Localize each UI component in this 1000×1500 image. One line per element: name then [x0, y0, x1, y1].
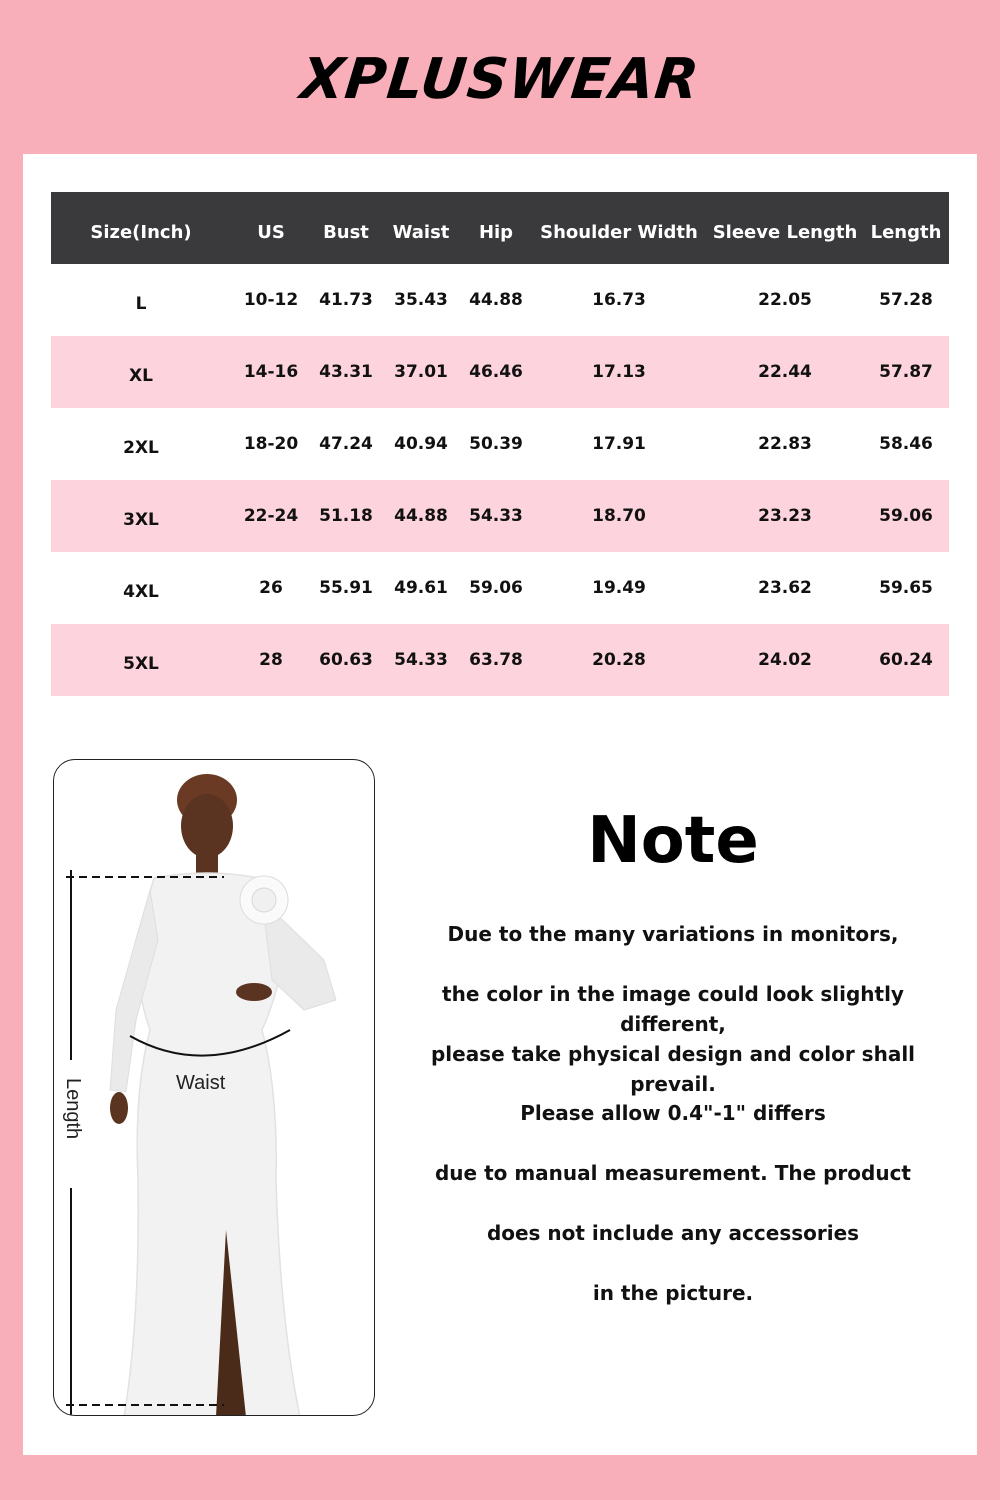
cell-shoulder: 17.91: [592, 434, 646, 454]
cell-bust: 51.18: [311, 480, 381, 552]
cell-bust: 47.24: [319, 434, 373, 454]
note-line: due to manual measurement. The product: [434, 1161, 911, 1186]
brand-logo: XPLUSWEAR: [297, 46, 703, 112]
cell-shoulder: 20.28: [531, 624, 707, 696]
cell-length: 58.46: [879, 434, 933, 454]
cell-length: 57.87: [863, 336, 949, 408]
header-us: US: [231, 192, 311, 264]
cell-waist: 35.43: [394, 290, 448, 310]
size-table: [51, 192, 949, 696]
cell-bust: 60.63: [311, 624, 381, 696]
table-row: [51, 408, 949, 480]
brand-header: [0, 44, 1000, 114]
cell-shoulder: 19.49: [592, 578, 646, 598]
table-row: [51, 552, 949, 624]
cell-sleeve: 22.44: [707, 336, 863, 408]
length-label: Length: [62, 1078, 84, 1140]
note-text: [393, 919, 953, 1338]
cell-bust: 43.31: [311, 336, 381, 408]
cell-hip: 54.33: [461, 480, 531, 552]
header-hip: Hip: [461, 192, 531, 264]
waist-label: Waist: [176, 1072, 226, 1094]
table-header-row: [51, 192, 949, 264]
cell-us: 14-16: [231, 336, 311, 408]
model-measurement-figure: [53, 759, 375, 1416]
cell-sleeve: 23.62: [758, 578, 812, 598]
cell-length: 59.06: [863, 480, 949, 552]
cell-sleeve: 22.83: [758, 434, 812, 454]
cell-bust: 55.91: [319, 578, 373, 598]
header-sleeve-length: Sleeve Length: [707, 192, 863, 264]
header-bust: Bust: [311, 192, 381, 264]
cell-us: 10-12: [243, 290, 299, 310]
cell-length: 59.65: [879, 578, 933, 598]
cell-bust: 41.73: [319, 290, 373, 310]
cell-us: 22-24: [231, 480, 311, 552]
cell-shoulder: 17.13: [531, 336, 707, 408]
cell-waist: 37.01: [381, 336, 461, 408]
cell-hip: 44.88: [469, 290, 523, 310]
header-size: Size(Inch): [51, 192, 231, 264]
cell-sleeve: 22.05: [758, 290, 812, 310]
cell-length: 57.28: [879, 290, 933, 310]
cell-hip: 46.46: [461, 336, 531, 408]
cell-waist: 44.88: [381, 480, 461, 552]
table-row: [51, 624, 949, 696]
table-row: [51, 264, 949, 336]
cell-sleeve: 23.23: [707, 480, 863, 552]
cell-size: 3XL: [51, 480, 231, 552]
cell-size: L: [135, 294, 147, 314]
cell-hip: 59.06: [469, 578, 523, 598]
table-row: [51, 336, 949, 408]
note-line: the color in the image could look slightly different,: [442, 981, 904, 1036]
cell-waist: 49.61: [394, 578, 448, 598]
header-waist: Waist: [381, 192, 461, 264]
note-line: Please allow 0.4"-1" differs: [520, 1101, 826, 1126]
note-line: does not include any accessories: [486, 1220, 860, 1245]
cell-size: XL: [51, 336, 231, 408]
cell-hip: 63.78: [461, 624, 531, 696]
cell-waist: 40.94: [394, 434, 448, 454]
cell-size: 2XL: [123, 438, 159, 458]
cell-us: 18-20: [243, 434, 299, 454]
cell-size: 5XL: [51, 624, 231, 696]
cell-us: 28: [231, 624, 311, 696]
cell-shoulder: 18.70: [531, 480, 707, 552]
cell-hip: 50.39: [469, 434, 523, 454]
table-row: [51, 480, 949, 552]
cell-shoulder: 16.73: [592, 290, 646, 310]
note-title: Note: [587, 804, 759, 878]
cell-sleeve: 24.02: [707, 624, 863, 696]
note-line: in the picture.: [592, 1280, 754, 1305]
cell-size: 4XL: [123, 582, 159, 602]
cell-us: 26: [259, 578, 283, 598]
cell-waist: 54.33: [381, 624, 461, 696]
cell-length: 60.24: [863, 624, 949, 696]
note-line: Due to the many variations in monitors,: [447, 922, 899, 946]
header-shoulder-width: Shoulder Width: [531, 192, 707, 264]
header-length: Length: [863, 192, 949, 264]
size-chart-panel: [23, 154, 977, 1455]
note-line: please take physical design and color shall prevail.: [430, 1041, 916, 1096]
